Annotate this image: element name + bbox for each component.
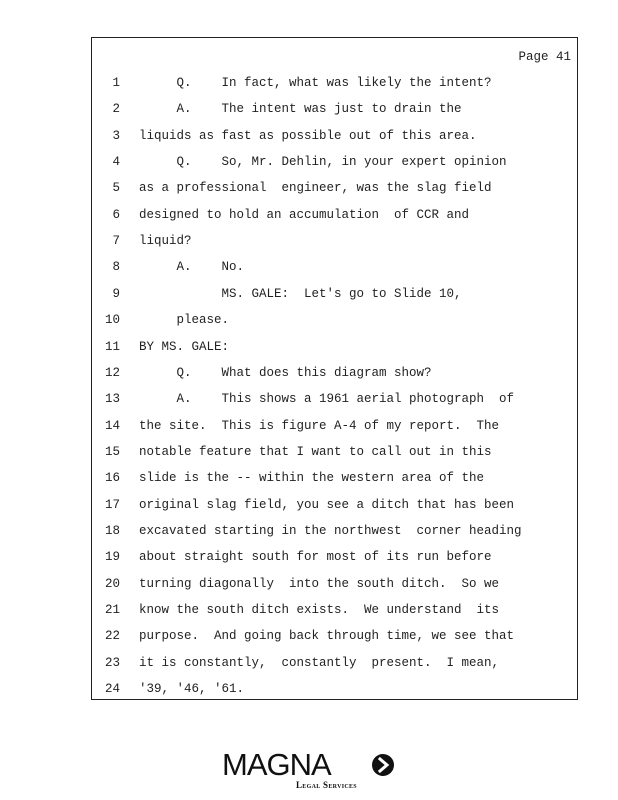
transcript-line: [92, 602, 577, 618]
line-number: 10: [104, 313, 120, 328]
transcript-line: [92, 312, 577, 328]
line-number: 21: [104, 603, 120, 617]
line-text: Q. In fact, what was likely the intent?: [139, 76, 492, 90]
line-text: notable feature that I want to call out in this: [139, 444, 492, 459]
logo-subtitle: Legal Services: [296, 780, 357, 790]
transcript-line: [92, 470, 577, 486]
transcript-line: [92, 101, 577, 117]
transcript-line: [92, 233, 577, 249]
line-text: Q. So, Mr. Dehlin, in your expert opinion: [139, 155, 507, 170]
transcript-line: [92, 154, 577, 170]
line-number: 2: [112, 102, 120, 117]
transcript-line: [92, 128, 577, 144]
line-number: 5: [112, 181, 120, 196]
line-number: 7: [112, 234, 120, 249]
transcript-line: [92, 628, 577, 644]
line-text: original slag field, you see a ditch that has been: [139, 497, 515, 512]
line-number: 20: [104, 576, 120, 591]
line-number: 18: [104, 523, 120, 538]
line-number: 12: [104, 365, 120, 380]
line-number: 19: [104, 550, 120, 565]
transcript-line: [92, 365, 577, 381]
line-text: the site. This is figure A-4 of my report. The: [139, 418, 500, 433]
transcript-line: [92, 444, 577, 460]
transcript-line: [92, 576, 577, 592]
line-number: 15: [104, 444, 120, 459]
line-text: as a professional engineer, was the slag field: [139, 181, 492, 196]
line-text: know the south ditch exists. We understand its: [139, 603, 500, 617]
line-text: please.: [139, 313, 230, 328]
line-text: A. No.: [139, 260, 245, 275]
line-number: 14: [104, 418, 120, 433]
transcript-line: [92, 497, 577, 513]
transcript-line: [92, 523, 577, 539]
arrow-circle-icon: [372, 754, 394, 776]
line-text: BY MS. GALE:: [139, 339, 230, 354]
line-text: A. The intent was just to drain the: [139, 102, 462, 117]
transcript-line: [92, 207, 577, 223]
magna-logo: [222, 748, 402, 796]
line-text: excavated starting in the northwest corner heading: [139, 523, 522, 538]
line-number: 9: [112, 286, 120, 301]
line-text: it is constantly, constantly present. I mean,: [139, 655, 500, 670]
transcript-line: [92, 681, 577, 697]
line-number: 13: [104, 392, 120, 407]
line-number: 4: [112, 155, 120, 170]
transcript-line: [92, 391, 577, 407]
line-text: slide is the -- within the western area of the: [139, 471, 485, 486]
line-text: A. This shows a 1961 aerial photograph of: [139, 392, 515, 407]
transcript-line: [92, 75, 577, 91]
line-number: 3: [112, 128, 120, 143]
line-number: 22: [104, 629, 120, 644]
line-text: designed to hold an accumulation of CCR and: [139, 207, 470, 222]
line-text: purpose. And going back through time, we see that: [139, 629, 515, 644]
transcript-line: [92, 259, 577, 275]
line-number: 24: [104, 682, 120, 697]
logo-wordmark: MAGNA: [222, 747, 331, 782]
transcript-line: [92, 180, 577, 196]
line-text: turning diagonally into the south ditch. So we: [139, 576, 500, 591]
line-number: 23: [104, 655, 120, 670]
transcript-line: [92, 549, 577, 565]
line-text: liquid?: [139, 234, 192, 249]
line-text: Q. What does this diagram show?: [139, 365, 432, 380]
transcript-line: [92, 418, 577, 434]
line-text: liquids as fast as possible out of this area.: [139, 128, 477, 143]
line-number: 16: [104, 471, 120, 486]
line-number: 6: [112, 207, 120, 222]
transcript-page: [91, 37, 578, 700]
line-text: MS. GALE: Let's go to Slide 10,: [139, 286, 462, 301]
line-number: 17: [104, 497, 120, 512]
transcript-line: [92, 286, 577, 302]
line-text: about straight south for most of its run before: [139, 550, 492, 565]
line-number: 11: [104, 339, 120, 354]
transcript-line: [92, 655, 577, 671]
page-number: Page 41: [518, 50, 571, 64]
transcript-line: [92, 339, 577, 355]
line-text: '39, '46, '61.: [139, 682, 245, 697]
line-number: 1: [112, 76, 120, 90]
line-number: 8: [112, 260, 120, 275]
